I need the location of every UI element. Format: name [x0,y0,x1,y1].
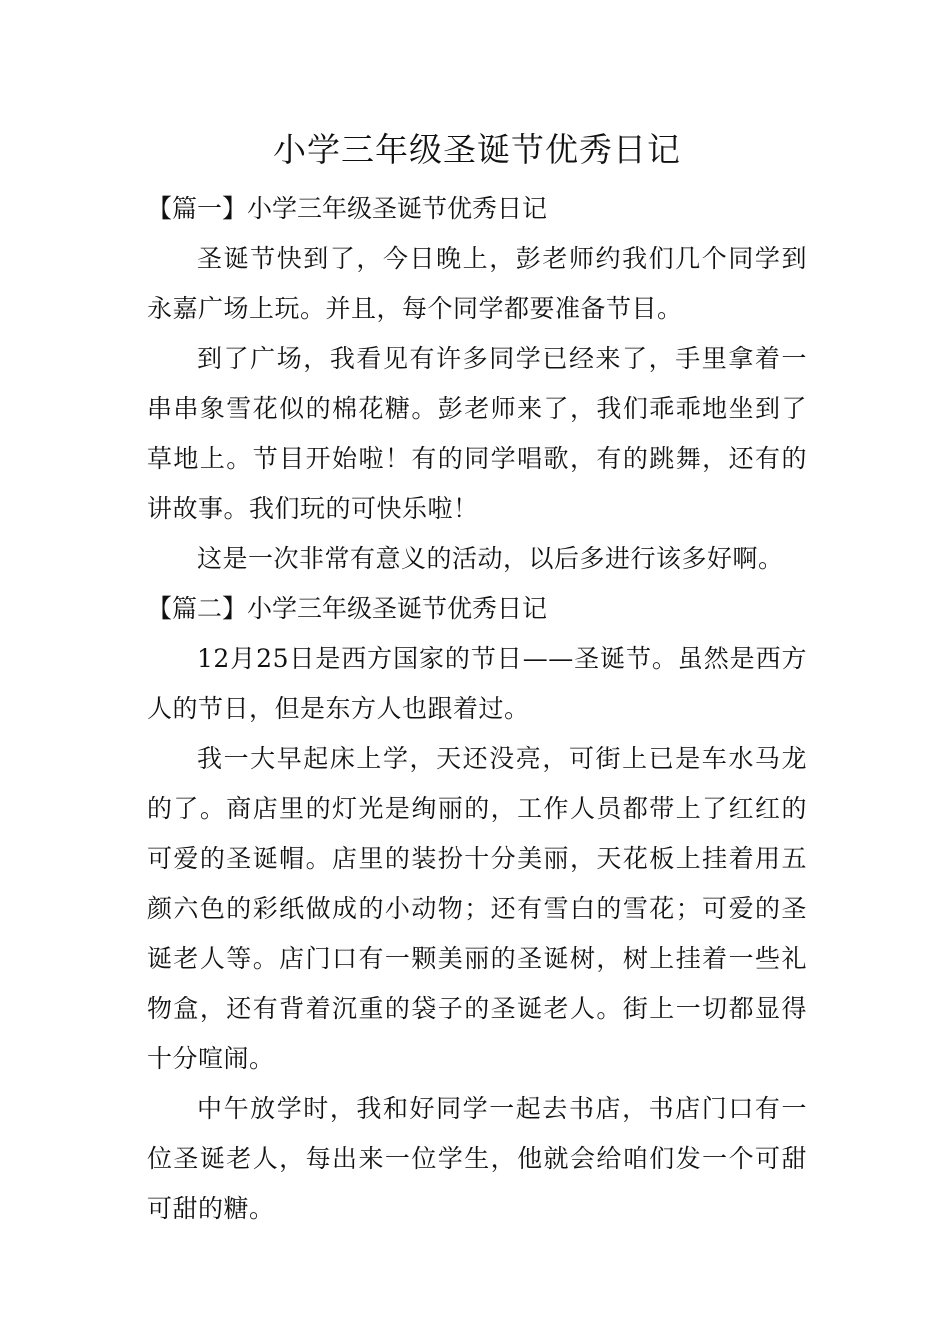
section-2 [147,584,807,1234]
section-heading: 【篇一】小学三年级圣诞节优秀日记 [147,194,548,223]
document-title: 小学三年级圣诞节优秀日记 [273,130,681,169]
paragraph: 我一大早起床上学，天还没亮，可街上已是车水马龙的了。商店里的灯光是绚丽的，工作人员都带上了红红的可爱的圣诞帽。店里的装扮十分美丽，天花板上挂着用五颜六色的彩纸做成的小动物；还有雪白的雪花；可爱的圣诞老人等。店门口有一颗美丽的圣诞树，树上挂着一些礼物盒，还有背着沉重的袋子的圣诞老人。街上一切都显得十分喧闹。 [147,744,807,1073]
paragraph: 到了广场，我看见有许多同学已经来了，手里拿着一串串象雪花似的棉花糖。彭老师来了，我们乖乖地坐到了草地上。节目开始啦！有的同学唱歌，有的跳舞，还有的讲故事。我们玩的可快乐啦！ [147,344,807,523]
paragraph: 这是一次非常有意义的活动，以后多进行该多好啊。 [197,544,784,573]
paragraph: 圣诞节快到了，今日晚上，彭老师约我们几个同学到永嘉广场上玩。并且，每个同学都要准备节目。 [147,244,807,323]
paragraph: 12月25日是西方国家的节日——圣诞节。虽然是西方人的节日，但是东方人也跟着过。 [147,644,807,723]
document-page [147,128,807,1234]
section-heading: 【篇二】小学三年级圣诞节优秀日记 [147,594,548,623]
paragraph: 中午放学时，我和好同学一起去书店，书店门口有一位圣诞老人，每出来一位学生，他就会给咱们发一个可甜可甜的糖。 [147,1094,807,1223]
section-1 [147,184,807,584]
